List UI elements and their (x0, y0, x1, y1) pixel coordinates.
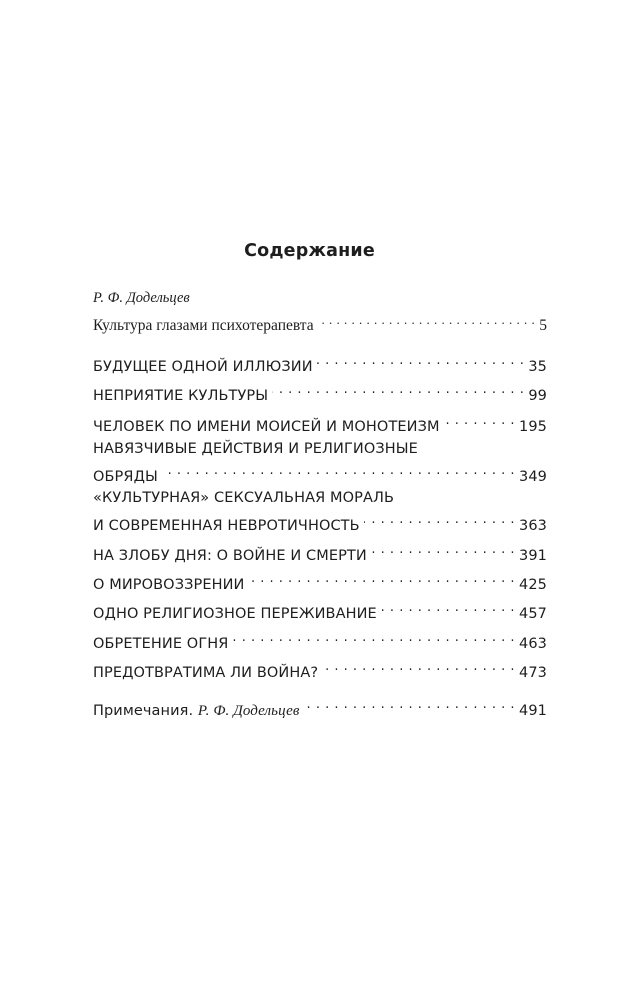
dot-leader (318, 309, 536, 330)
toc-entry[interactable] (93, 539, 547, 564)
toc-entry-page: 473 (519, 665, 547, 681)
toc-entry-title-line1: НАВЯЗЧИВЫЕ ДЕЙСТВИЯ И РЕЛИГИОЗНЫЕ (93, 441, 418, 457)
page-title: Содержание (244, 241, 375, 261)
toc-entry-page: 349 (519, 469, 547, 485)
toc-entry[interactable] (93, 460, 547, 485)
toc-entry-page: 35 (528, 359, 547, 375)
dot-leader (381, 597, 515, 618)
dot-leader (444, 410, 515, 431)
toc-entry-title-line2: И СОВРЕМЕННАЯ НЕВРОТИЧНОСТЬ (93, 518, 360, 534)
dot-leader (322, 656, 515, 677)
notes-author: Р. Ф. Додельцев (197, 703, 300, 719)
notes-text (93, 701, 299, 722)
toc-entry[interactable] (93, 350, 547, 375)
notes-label: Примечания. (93, 703, 194, 719)
dot-leader (364, 509, 515, 530)
dot-leader (272, 379, 524, 400)
toc-entry-notes[interactable] (93, 694, 547, 719)
toc-entry-page: 491 (519, 703, 547, 719)
toc-entry-page: 391 (519, 548, 547, 564)
toc-entry-title-line2: ОБРЯДЫ (93, 469, 158, 485)
toc-entry-title: ОДНО РЕЛИГИОЗНОЕ ПЕРЕЖИВАНИЕ (93, 606, 377, 622)
preface-author: Р. Ф. Додельцев (93, 290, 190, 306)
dot-leader (162, 460, 515, 481)
toc-entry-title: НЕПРИЯТИЕ КУЛЬТУРЫ (93, 388, 269, 404)
toc-entry-title: ОБРЕТЕНИЕ ОГНЯ (93, 636, 229, 652)
toc-entry[interactable] (93, 597, 547, 622)
dot-leader (371, 539, 515, 560)
dot-leader (249, 568, 516, 589)
toc-entry[interactable] (93, 379, 547, 404)
toc-entry-title-line1: «КУЛЬТУРНАЯ» СЕКСУАЛЬНАЯ МОРАЛЬ (93, 490, 395, 506)
toc-entry-page: 363 (519, 518, 547, 534)
dot-leader (317, 350, 525, 371)
toc-entry-title: ПРЕДОТВРАТИМА ЛИ ВОЙНА? (93, 665, 319, 681)
toc-entry[interactable] (93, 509, 547, 534)
toc-entry[interactable] (93, 568, 547, 593)
toc-entry-page: 5 (539, 317, 547, 334)
toc-entry-preface[interactable] (93, 309, 547, 334)
toc-entry-page: 99 (528, 388, 547, 404)
toc-entry[interactable] (93, 627, 547, 652)
toc-entry-title: Культура глазами психотерапевта (93, 317, 314, 334)
toc-entry-page: 463 (519, 636, 547, 652)
toc-entry-title: ЧЕЛОВЕК ПО ИМЕНИ МОИСЕЙ И МОНОТЕИЗМ (93, 419, 440, 435)
toc-entry-title: О МИРОВОЗЗРЕНИИ (93, 577, 245, 593)
toc-entry-page: 425 (519, 577, 547, 593)
toc-entry[interactable] (93, 410, 547, 435)
toc-entry-page: 195 (519, 419, 547, 435)
dot-leader (303, 694, 515, 715)
toc-entry-title: НА ЗЛОБУ ДНЯ: О ВОЙНЕ И СМЕРТИ (93, 548, 367, 564)
toc-entry-page: 457 (519, 606, 547, 622)
toc-entry[interactable] (93, 656, 547, 681)
dot-leader (232, 627, 515, 648)
toc-entry-title: БУДУЩЕЕ ОДНОЙ ИЛЛЮЗИИ (93, 359, 313, 375)
